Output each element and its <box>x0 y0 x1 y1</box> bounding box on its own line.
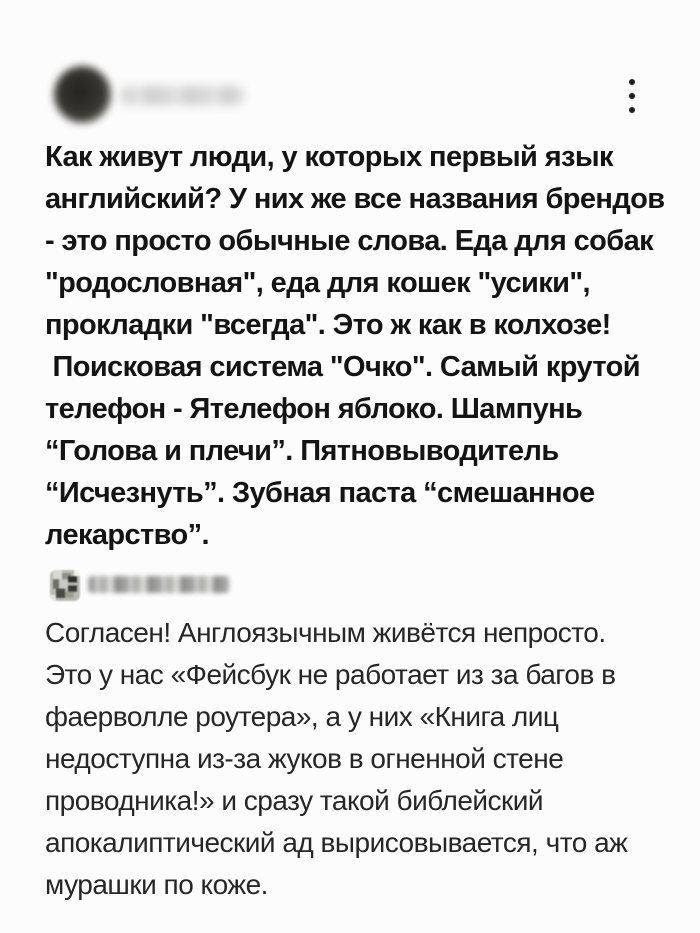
comment-author-blurred[interactable] <box>88 576 230 593</box>
comment-text-line: Это у нас «Фейсбук не работает из за багов в <box>45 659 616 690</box>
post-text-line: прокладки "всегда". Это ж как в колхозе! <box>45 309 611 341</box>
post-text-line: телефон - Ятелефон яблоко. Шампунь <box>45 393 583 425</box>
kebab-menu-icon[interactable] <box>622 74 642 118</box>
comment-text-line: Согласен! Англоязычным живётся непросто. <box>45 617 606 648</box>
author-name-blurred[interactable] <box>120 86 244 105</box>
kebab-dot <box>629 93 635 99</box>
post-text-line: лекарство”. <box>45 519 209 551</box>
post-text-line: Поисковая система "Очко". Самый крутой <box>45 351 640 383</box>
post-text-line: английский? У них же все названия брендов <box>45 183 665 215</box>
comment-text-line: проводника!» и сразу такой библейский <box>45 785 544 816</box>
post-header <box>0 0 700 135</box>
comment-text-line: мурашки по коже. <box>45 869 268 900</box>
post-text-line: “Голова и плечи”. Пятновыводитель <box>45 435 559 467</box>
post-text-line: Как живут люди, у которых первый язык <box>45 141 613 173</box>
comment-text-line: апокалиптический ад вырисовывается, что аж <box>45 827 628 858</box>
pixelated-avatar-mosaic <box>50 570 80 601</box>
post-text-line: “Исчезнуть”. Зубная паста “смешанное <box>45 477 595 509</box>
comment-avatar[interactable] <box>50 570 80 601</box>
kebab-dot <box>629 79 635 85</box>
comment-text-line: фаерволле роутера», а у них «Книга лиц <box>45 701 559 732</box>
comment-text-line: недоступна из-за жуков в огненной стене <box>45 743 564 774</box>
avatar[interactable] <box>54 66 111 123</box>
post-text <box>45 136 665 556</box>
comment-text <box>45 612 670 906</box>
post-text-line: - это просто обычные слова. Еда для собак <box>45 225 654 257</box>
post-text-line: "родословная", еда для кошек "усики", <box>45 267 590 299</box>
kebab-dot <box>629 107 635 113</box>
